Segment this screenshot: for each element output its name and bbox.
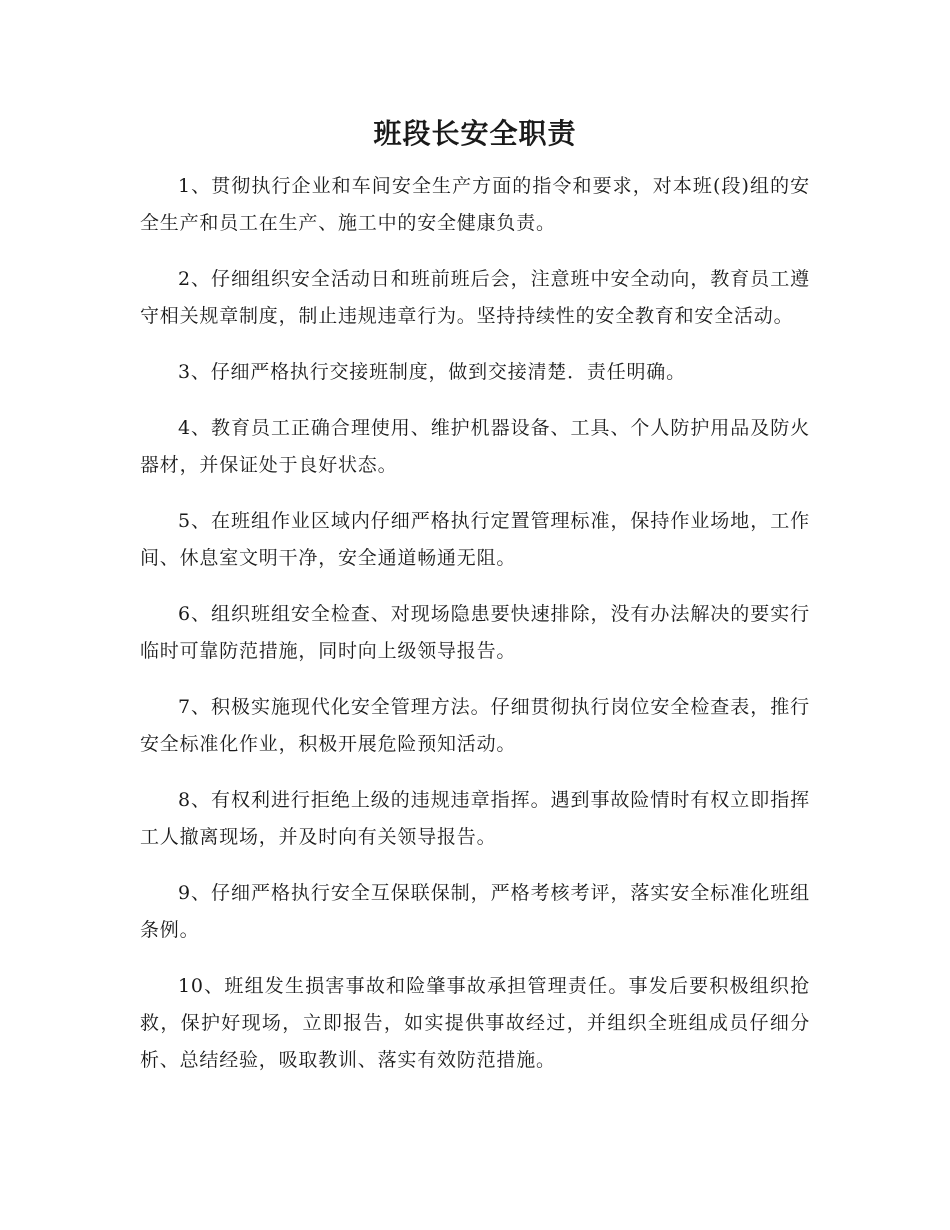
duty-item-2: 2、仔细组织安全活动日和班前班后会，注意班中安全动向，教育员工遵守相关规章制度，制止违规违章行为。坚持持续性的安全教育和安全活动。 xyxy=(140,268,810,327)
duty-item-10: 10、班组发生损害事故和险肇事故承担管理责任。事发后要积极组织抢救，保护好现场，立即报告，如实提供事故经过，并组织全班组成员仔细分析、总结经验，吸取教训、落实有效防范措施。 xyxy=(140,975,810,1071)
document-title: 班段长安全职责 xyxy=(373,117,577,150)
duty-item-9: 9、仔细严格执行安全互保联保制，严格考核考评，落实安全标准化班组条例。 xyxy=(140,882,810,941)
duty-item-1: 1、贯彻执行企业和车间安全生产方面的指令和要求，对本班(段)组的安全生产和员工在生产、施工中的安全健康负责。 xyxy=(140,175,810,234)
duty-item-4: 4、教育员工正确合理使用、维护机器设备、工具、个人防护用品及防火器材，并保证处于良好状态。 xyxy=(140,417,810,476)
duty-item-8: 8、有权利进行拒绝上级的违规违章指挥。遇到事故险情时有权立即指挥工人撤离现场，并及时向有关领导报告。 xyxy=(140,789,810,848)
duty-item-5: 5、在班组作业区域内仔细严格执行定置管理标准，保持作业场地，工作间、休息室文明干净，安全通道畅通无阻。 xyxy=(140,510,810,569)
duty-item-3: 3、仔细严格执行交接班制度，做到交接清楚．责任明确。 xyxy=(178,361,686,383)
duty-item-6: 6、组织班组安全检查、对现场隐患要快速排除，没有办法解决的要实行临时可靠防范措施，同时向上级领导报告。 xyxy=(140,603,810,662)
duty-item-7: 7、积极实施现代化安全管理方法。仔细贯彻执行岗位安全检查表，推行安全标准化作业，积极开展危险预知活动。 xyxy=(140,696,810,755)
